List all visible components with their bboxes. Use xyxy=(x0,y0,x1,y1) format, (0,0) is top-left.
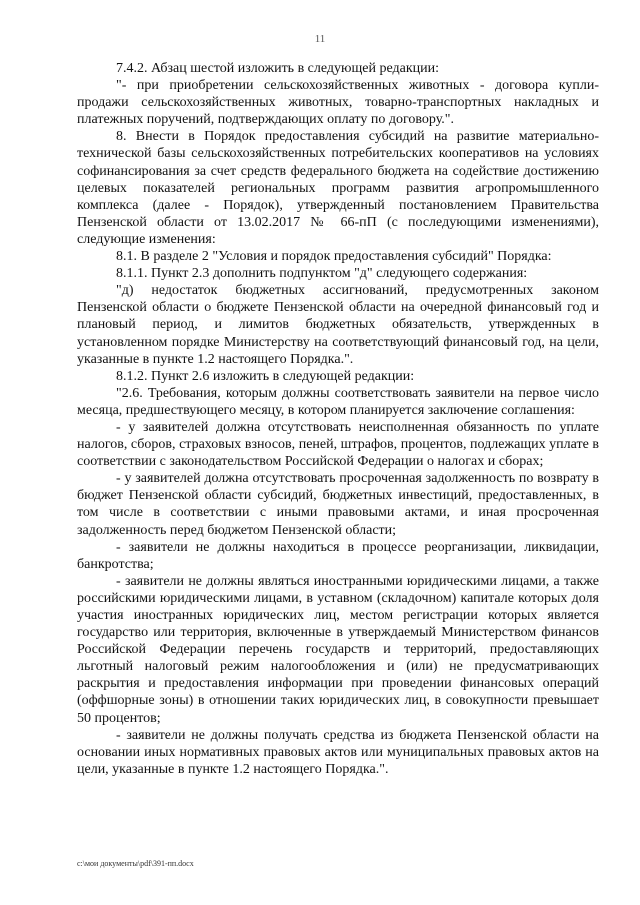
paragraph-quote-purchase: "- при приобретении сельскохозяйственных животных - договора купли-продажи сельскохозяйственных животных, товарно-транспортных накладных и платежных поручений, подтверждающих оплату по договору.". xyxy=(77,78,599,128)
paragraph-requirement-taxes: - у заявителей должна отсутствовать неисполненная обязанность по уплате налогов, сборов, страховых взносов, пеней, штрафов, процентов, подлежащих уплате в соответствии с законодательством Российской Федерации о налогах и сборах; xyxy=(77,419,599,470)
paragraph-8-1: 8.1. В разделе 2 "Условия и порядок предоставления субсидий" Порядка: xyxy=(116,249,552,265)
paragraph-8: 8. Внести в Порядок предоставления субсидий на развитие материально-технической базы сельскохозяйственных потребительских кооперативов на условиях софинансирования за счет средств федерального бюджета на содействие достижению целевых показателей региональных программ развития агропромышленного комплекса (далее - Порядок), утвержденный постановлением Правительства Пензенской области от 13.02.2017 № 66-пП (с последующими изменениями), следующие изменения: xyxy=(77,129,599,247)
paragraph-requirement-debt: - у заявителей должна отсутствовать просроченная задолженность по возврату в бюджет Пензенской области субсидий, бюджетных инвестиций, предоставленных, в том числе в соответствии с иными правовыми актами, и иная просроченная задолженность перед бюджетом Пензенской области; xyxy=(77,471,599,538)
paragraph-requirement-reorganization: - заявители не должны находиться в процессе реорганизации, ликвидации, банкротства; xyxy=(77,539,599,572)
paragraph-requirement-foreign: - заявители не должны являться иностранными юридическими лицами, а также российскими юридическими лицами, в уставном (складочном) капитале которых доля участия иностранных юридических лиц, местом регистрации которых является государство или территория, включенные в утверждаемый Министерством финансов Российской Федерации перечень государств и территорий, предоставляющих льготный налоговый режим налогообложения и (или) не предусматривающих раскрытия и предоставления информации при проведении финансовых операций (оффшорные зоны) в отношении таких юридических лиц, в совокупности превышает 50 процентов; xyxy=(77,573,599,726)
paragraph-subpoint-d: "д) недостаток бюджетных ассигнований, предусмотренных законом Пензенской области о бюджете Пензенской области на очередной финансовый год и плановый период, и лимитов бюджетных обязательств, утвержденных в установленном порядке Министерству на соответствующий финансовый год, на цели, указанные в пункте 1.2 настоящего Порядка.". xyxy=(77,283,599,367)
page-number: 11 xyxy=(314,33,326,45)
document-body xyxy=(77,60,599,778)
footer-file-path: c:\мои документы\pdf\391-пп.docx xyxy=(77,859,194,868)
paragraph-8-1-1: 8.1.1. Пункт 2.3 дополнить подпунктом "д" следующего содержания: xyxy=(116,266,528,282)
paragraph-7-4-2: 7.4.2. Абзац шестой изложить в следующей редакции: xyxy=(116,61,440,76)
paragraph-2-6: "2.6. Требования, которым должны соответствовать заявители на первое число месяца, предшествующего месяцу, в котором планируется заключение соглашения: xyxy=(77,385,599,418)
paragraph-requirement-other-funds: - заявители не должны получать средства из бюджета Пензенской области на основании иных нормативных правовых актов или муниципальных правовых актов на цели, указанные в пункте 1.2 настоящего Порядка.". xyxy=(77,727,599,777)
paragraph-8-1-2: 8.1.2. Пункт 2.6 изложить в следующей редакции: xyxy=(116,368,415,384)
